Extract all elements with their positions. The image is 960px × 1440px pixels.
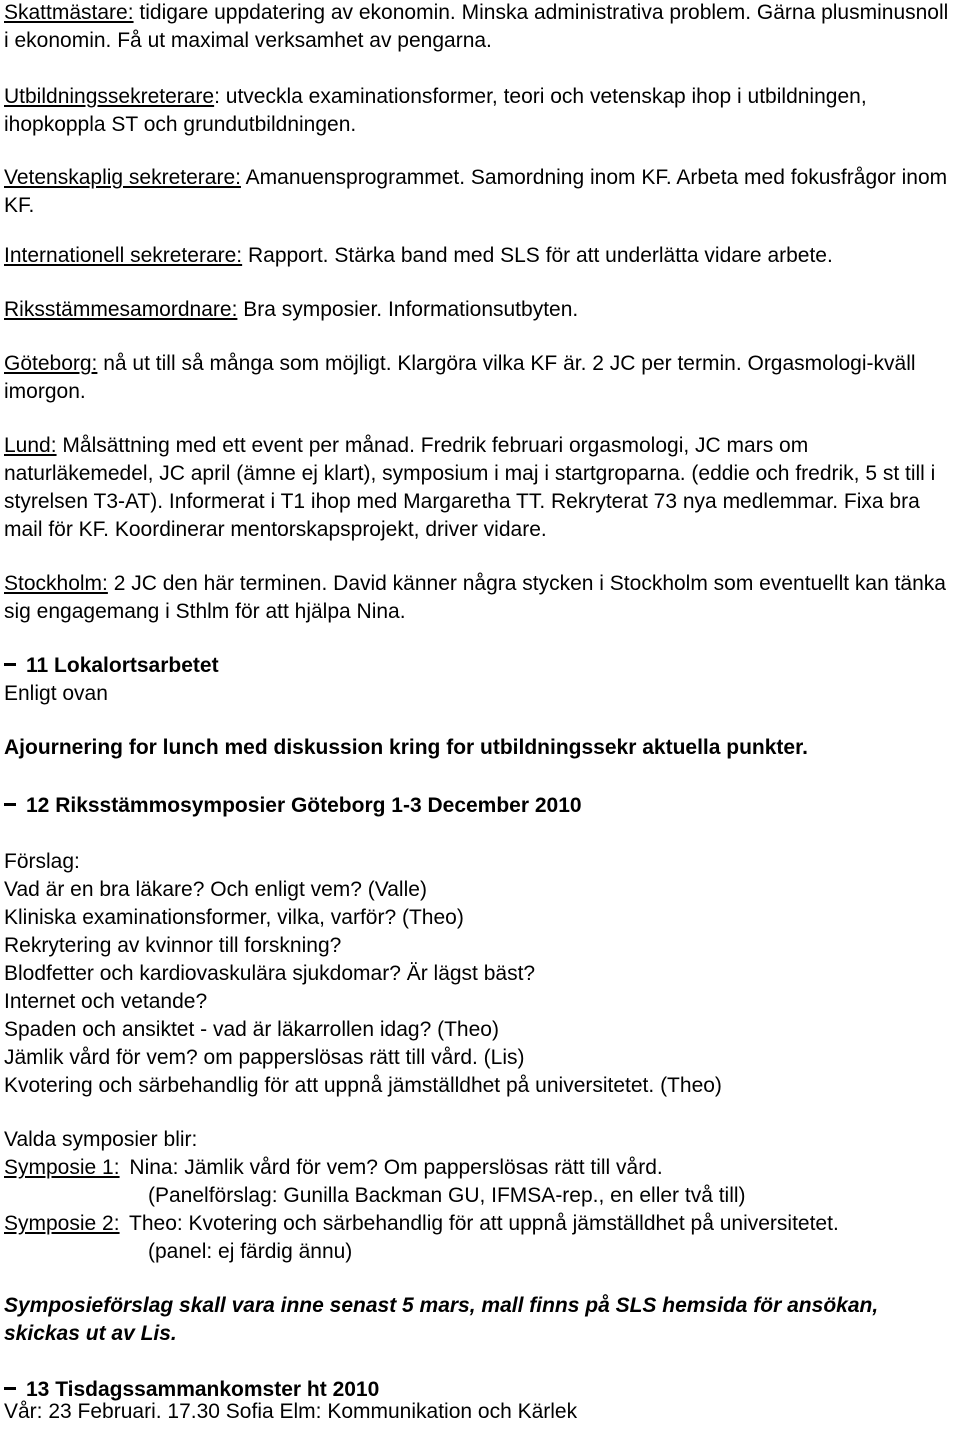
report-science-secretary [4,164,956,220]
report-riksstamme-coordinator [4,296,956,324]
proposal-item: Internet och vetande? [4,990,208,1013]
report-text: Rapport. Stärka band med SLS för att underlätta vidare arbete. [242,244,833,267]
section-body: Enligt ovan [4,682,108,705]
symposium-text: Nina: Jämlik vård för vem? Om papperslösas rätt till vård. [123,1156,663,1179]
proposals-label: Förslag: [4,850,80,873]
section-heading: 13 Tisdagssammankomster ht 2010 [4,1376,956,1404]
report-label: Skattmästare: [4,1,134,24]
report-stockholm [4,570,956,626]
chosen-label: Valda symposier blir: [4,1128,198,1151]
section-heading: 11 Lokalortsarbetet [4,652,956,680]
section-12 [4,792,956,1348]
section-line: Vår: 23 Februari. 17.30 Sofia Elm: Kommunikation och Kärlek [4,1400,578,1423]
report-text: 2 JC den här terminen. David känner några stycken i Stockholm som eventuellt kan tänka sig engagemang i Sthlm för att hjälpa Nina. [4,572,946,623]
dash-bullet-icon [4,803,16,806]
report-lund [4,432,956,544]
proposal-item: Jämlik vård för vem? om papperslösas rätt till vård. (Lis) [4,1046,525,1069]
report-label: Utbildningssekreterare [4,85,215,108]
symposium-text: Theo: Kvotering och särbehandlig för att uppnå jämställdhet på universitetet. [123,1212,839,1235]
report-text: tidigare uppdatering av ekonomin. Minska administrativa problem. Gärna plusminusnoll i ekonomin. Få ut maximal verksamhet av pengarna. [4,1,949,52]
report-label: Riksstämmesamordnare: [4,298,238,321]
report-text: : utveckla examinationsformer, teori och vetenskap ihop i utbildningen, ihopkoppla ST och grundutbildningen. [4,85,867,136]
dash-bullet-icon [4,663,16,666]
report-label: Vetenskaplig sekreterare: [4,166,241,189]
report-text: Bra symposier. Informationsutbyten. [237,298,579,321]
proposal-item: Rekrytering av kvinnor till forskning? [4,934,342,957]
symposium-1 [4,1154,956,1182]
proposal-item: Vad är en bra läkare? Och enligt vem? (Valle) [4,878,427,901]
report-label: Internationell sekreterare: [4,244,243,267]
symposium-label: Symposie 1: [4,1156,120,1179]
report-goteborg [4,350,956,406]
proposal-item: Kvotering och särbehandlig för att uppnå jämställdhet på universitetet. (Theo) [4,1074,722,1097]
report-education-secretary [4,83,956,139]
report-label: Lund: [4,434,57,457]
report-text: Målsättning med ett event per månad. Fredrik februari orgasmologi, JC mars om naturläkemedel, JC april (ämne ej klart), symposium i maj i startgroparna. (eddie och fredrik, 5 st till i styrelsen T3-AT). Informerat i T1 ihop med Margaretha TT. Rekryterat 73 nya medlemmar. Fixa bra mail för KF. Koordinerar mentorskapsprojekt, driver vidare. [4,434,936,541]
report-label: Göteborg: [4,352,98,375]
section-11 [4,652,956,708]
symposium-note: (panel: ej färdig ännu) [148,1240,353,1263]
deadline-note: Symposieförslag skall vara inne senast 5 mars, mall finns på SLS hemsida för ansökan, skickas ut av Lis. [4,1294,879,1345]
section-heading: 12 Riksstämmosymposier Göteborg 1-3 December 2010 [4,792,956,820]
symposium-label: Symposie 2: [4,1212,120,1235]
symposium-2 [4,1210,956,1238]
lunch-note: Ajournering for lunch med diskussion kring for utbildningssekr aktuella punkter. [4,736,808,759]
proposal-item: Kliniska examinationsformer, vilka, varför? (Theo) [4,906,464,929]
report-international-secretary [4,242,956,270]
dash-bullet-icon [4,1387,16,1390]
proposal-item: Blodfetter och kardiovaskulära sjukdomar? Är lägst bäst? [4,962,536,985]
proposal-item: Spaden och ansiktet - vad är läkarrollen idag? (Theo) [4,1018,499,1041]
report-text: Amanuensprogrammet. Samordning inom KF. Arbeta med fokusfrågor inom KF. [4,166,948,217]
report-treasurer [4,0,956,55]
report-text: nå ut till så många som möjligt. Klargöra vilka KF är. 2 JC per termin. Orgasmologi-kväll imorgon. [4,352,916,403]
section-13 [4,1376,956,1426]
symposium-note: (Panelförslag: Gunilla Backman GU, IFMSA-rep., en eller två till) [148,1184,746,1207]
report-label: Stockholm: [4,572,108,595]
